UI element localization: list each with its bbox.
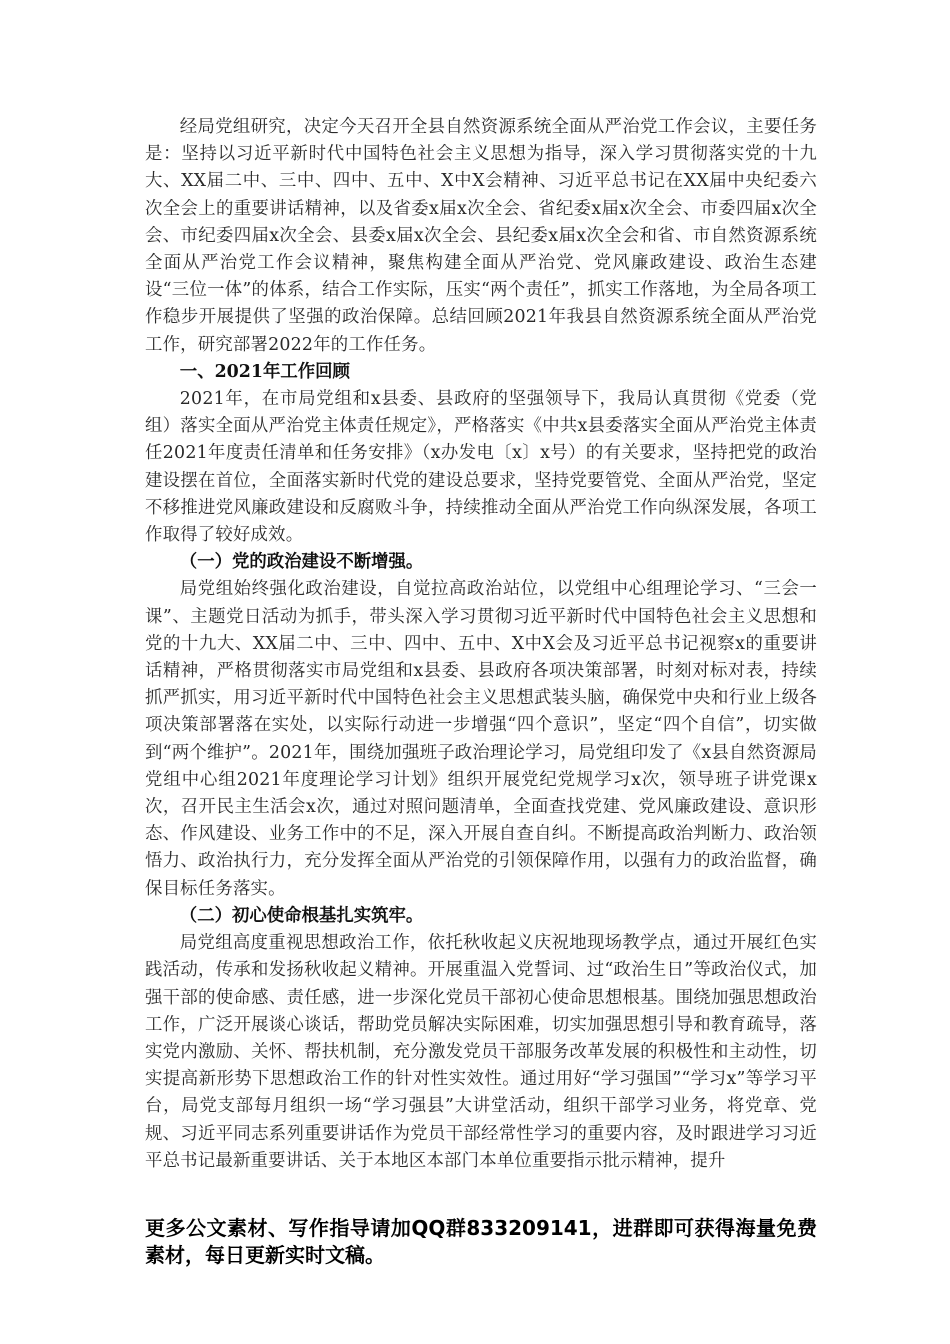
- mission-paragraph: 局党组高度重视思想政治工作，依托秋收起义庆祝地现场教学点，通过开展红色实践活动，传承和发扬秋收起义精神。开展重温入党誓词、过“政治生日”等政治仪式，加强干部的使命感、责任感，进一步深化党员干部初心使命思想根基。围绕加强思想政治工作，广泛开展谈心谈话，帮助党员解决实际困难，切实加强思想引导和教育疏导，落实党内激励、关怀、帮扶机制，充分激发党员干部服务改革发展的积极性和主动性，切实提高新形势下思想政治工作的针对性实效性。通过用好“学习强国”“学习x”等学习平台，局党支部每月组织一场“学习强县”大讲堂活动，组织干部学习业务，将党章、党规、习近平同志系列重要讲话作为党员干部经常性学习的重要内容，及时跟进学习习近平总书记最新重要讲话、关于本地区本部门本单位重要指示批示精神，提升: [145, 933, 817, 1171]
- subsection-heading-political: （一）党的政治建设不断增强。: [179, 552, 424, 573]
- footer-promo-note: 更多公文素材、写作指导请加QQ群833209141，进群即可获得海量免费素材，每日更新实时文稿。: [145, 1216, 817, 1267]
- subsection-heading-mission: （二）初心使命根基扎实筑牢。: [179, 905, 424, 926]
- review-paragraph: 2021年，在市局党组和x县委、县政府的坚强领导下，我局认真贯彻《党委（党组）落实全面从严治党主体责任规定》，严格落实《中共x县委落实全面从严治党主体责任2021年度责任清单和任务安排》（x办发电〔x〕x号）的有关要求，坚持把党的政治建设摆在首位，全面落实新时代党的建设总要求，坚持党要管党、全面从严治党，坚定不移推进党风廉政建设和反腐败斗争，持续推动全面从严治党工作向纵深发展，各项工作取得了较好成效。: [145, 389, 817, 546]
- section-heading-review: 一、2021年工作回顾: [179, 361, 350, 382]
- political-paragraph: 局党组始终强化政治建设，自觉拉高政治站位，以党组中心组理论学习、“三会一课”、主题党日活动为抓手，带头深入学习贯彻习近平新时代中国特色社会主义思想和党的十九大、XX届二中、三中、四中、五中、X中X会及习近平总书记视察x的重要讲话精神，严格贯彻落实市局党组和x县委、县政府各项决策部署，时刻对标对表，持续抓严抓实，用习近平新时代中国特色社会主义思想武装头脑，确保党中央和行业上级各项决策部署落在实处，以实际行动进一步增强“四个意识”，坚定“四个自信”，切实做到“两个维护”。2021年，围绕加强班子政治理论学习，局党组印发了《x县自然资源局党组中心组2021年度理论学习计划》组织开展党纪党规学习x次，领导班子讲党课x次，召开民主生活会x次，通过对照问题清单，全面查找党建、党风廉政建设、意识形态、作风建设、业务工作中的不足，深入开展自查自纠。不断提高政治判断力、政治领悟力、政治执行力，充分发挥全面从严治党的引领保障作用，以强有力的政治监督，确保目标任务落实。: [145, 579, 817, 899]
- document-body: [145, 114, 817, 1175]
- intro-paragraph: 经局党组研究，决定今天召开全县自然资源系统全面从严治党工作会议，主要任务是：坚持以习近平新时代中国特色社会主义思想为指导，深入学习贯彻落实党的十九大、XX届二中、三中、四中、五中、X中X会精神、习近平总书记在XX届中央纪委六次全会上的重要讲话精神，以及省委x届x次全会、省纪委x届x次全会、市委四届x次全会、市纪委四届x次全会、县委x届x次全会、县纪委x届x次全会和省、市自然资源系统全面从严治党工作会议精神，聚焦构建全面从严治党、党风廉政建设、政治生态建设“三位一体”的体系，结合工作实际，压实“两个责任”，抓实工作落地，为全局各项工作稳步开展提供了坚强的政治保障。总结回顾2021年我县自然资源系统全面从严治党工作，研究部署2022年的工作任务。: [145, 117, 817, 355]
